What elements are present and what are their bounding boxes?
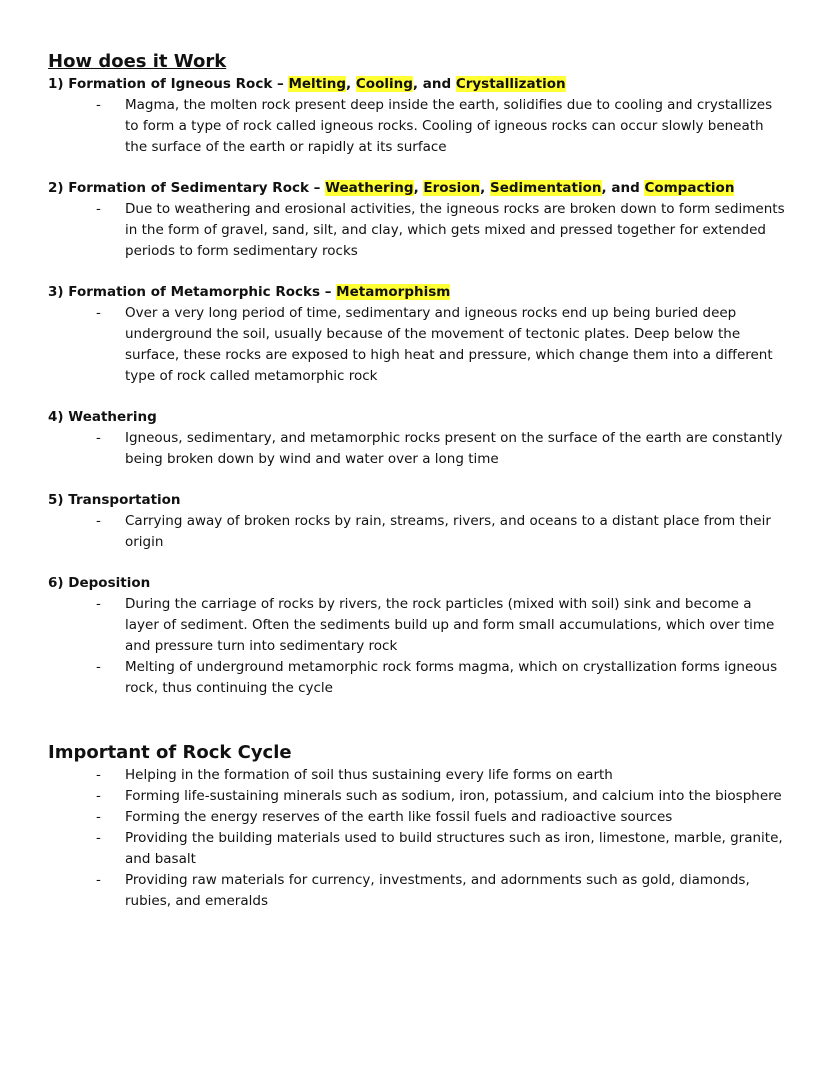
section-heading: 4) Weathering [48, 409, 157, 425]
bullet-list [48, 199, 788, 262]
section-igneous [48, 74, 788, 158]
dash-bullet: - [96, 430, 101, 446]
highlighted-term: Cooling [355, 76, 413, 92]
dash-bullet: - [96, 201, 101, 217]
bullet-list [48, 594, 788, 699]
section-importance [48, 741, 788, 912]
dash-bullet: - [96, 767, 101, 783]
dash-bullet: - [96, 659, 101, 675]
document-page [48, 50, 788, 912]
list-item: - Igneous, sedimentary, and metamorphic rocks present on the surface of the earth are constantly being broken down by wind and water over a long time [96, 430, 783, 467]
dash-bullet: - [96, 872, 101, 888]
section-heading: 5) Transportation [48, 492, 181, 508]
importance-title: Important of Rock Cycle [48, 742, 292, 763]
dash-bullet: - [96, 97, 101, 113]
dash-bullet: - [96, 596, 101, 612]
dash-bullet: - [96, 788, 101, 804]
section-heading: 3) Formation of Metamorphic Rocks – Metamorphism [48, 284, 451, 300]
section-transportation [48, 490, 788, 553]
list-item: - Magma, the molten rock present deep inside the earth, solidifies due to cooling and crystallizes to form a type of rock called igneous rocks. Cooling of igneous rocks can occur slowly beneath the surface of the earth or rapidly at its surface [96, 97, 773, 155]
list-item: - During the carriage of rocks by rivers, the rock particles (mixed with soil) sink and become a layer of sediment. Often the sediments build up and form small accumulations, which over time and pressure turn into sedimentary rock [96, 596, 775, 654]
highlighted-term: Melting [288, 76, 347, 92]
dash-bullet: - [96, 809, 101, 825]
list-item: - Providing raw materials for currency, investments, and adornments such as gold, diamonds, rubies, and emeralds [96, 872, 750, 909]
section-metamorphic [48, 282, 788, 387]
bullet-list [48, 303, 788, 387]
bullet-list [48, 511, 788, 553]
page-title: How does it Work [48, 51, 227, 72]
section-heading: 6) Deposition [48, 575, 151, 591]
bullet-list [48, 765, 788, 912]
bullet-list [48, 95, 788, 158]
dash-bullet: - [96, 305, 101, 321]
highlighted-term: Compaction [644, 180, 735, 196]
list-item: - Forming the energy reserves of the earth like fossil fuels and radioactive sources [48, 807, 788, 828]
list-item: - Providing the building materials used to build structures such as iron, limestone, marble, granite, and basalt [96, 830, 783, 867]
list-item: - Carrying away of broken rocks by rain, streams, rivers, and oceans to a distant place from their origin [96, 513, 771, 550]
highlighted-term: Crystallization [455, 76, 566, 92]
highlighted-term: Erosion [423, 180, 481, 196]
section-sedimentary [48, 178, 788, 262]
section-deposition [48, 573, 788, 699]
highlighted-term: Metamorphism [336, 284, 451, 300]
section-heading: 1) Formation of Igneous Rock – Melting, Cooling, and Crystallization [48, 76, 566, 92]
dash-bullet: - [96, 513, 101, 529]
section-weathering [48, 407, 788, 470]
highlighted-term: Sedimentation [489, 180, 602, 196]
list-item: - Melting of underground metamorphic rock forms magma, which on crystallization forms igneous rock, thus continuing the cycle [96, 659, 778, 696]
bullet-list [48, 428, 788, 470]
list-item: - Due to weathering and erosional activities, the igneous rocks are broken down to form sediments in the form of gravel, sand, silt, and clay, which gets mixed and pressed together for extended periods to form sedimentary rocks [96, 201, 785, 259]
highlighted-term: Weathering [325, 180, 414, 196]
list-item: - Helping in the formation of soil thus sustaining every life forms on earth [48, 765, 788, 786]
list-item: - Forming life-sustaining minerals such as sodium, iron, potassium, and calcium into the biosphere [48, 786, 788, 807]
dash-bullet: - [96, 830, 101, 846]
section-heading: 2) Formation of Sedimentary Rock – Weathering, Erosion, Sedimentation, and Compaction [48, 180, 735, 196]
list-item: - Over a very long period of time, sedimentary and igneous rocks end up being buried deep underground the soil, usually because of the movement of tectonic plates. Deep below the surface, these rocks are exposed to high heat and pressure, which change them into a different type of rock called metamorphic rock [96, 305, 773, 384]
